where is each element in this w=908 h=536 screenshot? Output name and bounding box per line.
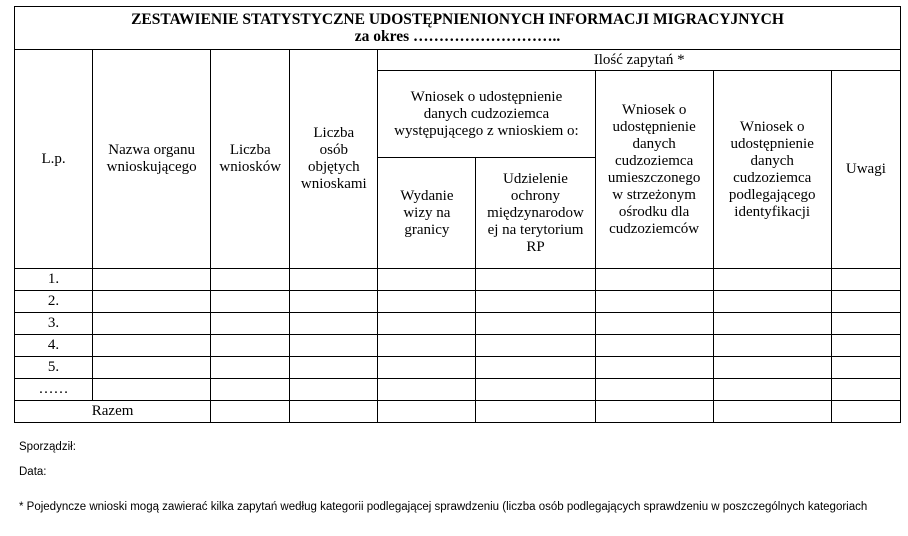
header-ilosc-zapytan: Ilość zapytań *: [378, 50, 901, 71]
footnote: * Pojedyncze wnioski mogą zawierać kilka zapytań według kategorii podlegającej sprawdzeniu (liczba osób podlegających sprawdzeniu w poszczególnych kategoriach: [19, 501, 868, 513]
cell: [290, 335, 378, 357]
cell: [93, 357, 211, 379]
cell: [595, 269, 713, 291]
cell: [290, 291, 378, 313]
cell: [831, 269, 900, 291]
cell: [595, 335, 713, 357]
cell: [290, 379, 378, 401]
cell: [476, 269, 595, 291]
row-number: 1.: [15, 269, 93, 291]
header-lp: L.p.: [15, 50, 93, 269]
cell: [595, 379, 713, 401]
cell: [595, 313, 713, 335]
cell: [713, 401, 831, 423]
cell: [713, 335, 831, 357]
cell: [378, 379, 476, 401]
table-row: [15, 335, 901, 357]
header-liczba-wnioskow: Liczba wniosków: [211, 50, 290, 269]
cell: [476, 313, 595, 335]
header-wniosek-osrodek: Wniosek o udostępnienie danych cudzoziemca umieszczonego w strzeżonym ośrodku dla cudzoziemców: [595, 71, 713, 269]
cell: [290, 401, 378, 423]
cell: [595, 291, 713, 313]
cell: [211, 269, 290, 291]
cell: [831, 291, 900, 313]
table-row: [15, 379, 901, 401]
cell: [476, 357, 595, 379]
header-wniosek-wystepujacego: Wniosek o udostępnienie danych cudzoziemca występującego z wnioskiem o:: [378, 71, 595, 158]
cell: [378, 357, 476, 379]
table-row: [15, 357, 901, 379]
table-row: [15, 269, 901, 291]
header-liczba-osob: Liczba osób objętych wnioskami: [290, 50, 378, 269]
cell: [378, 291, 476, 313]
cell: [93, 269, 211, 291]
header-wydanie-wizy: Wydanie wizy na granicy: [378, 158, 476, 269]
header-udzielenie-ochrony: Udzielenie ochrony międzynarodow ej na terytorium RP: [476, 158, 595, 269]
cell: [713, 379, 831, 401]
cell: [378, 313, 476, 335]
cell: [831, 401, 900, 423]
row-number: ……: [15, 379, 93, 401]
header-uwagi: Uwagi: [831, 71, 900, 269]
cell: [93, 335, 211, 357]
total-label: Razem: [15, 401, 211, 423]
statistics-table: [14, 6, 901, 423]
cell: [290, 269, 378, 291]
cell: [831, 379, 900, 401]
table-row: [15, 291, 901, 313]
cell: [831, 313, 900, 335]
cell: [93, 313, 211, 335]
cell: [476, 401, 595, 423]
table-row: [15, 313, 901, 335]
total-row: [15, 401, 901, 423]
cell: [476, 379, 595, 401]
cell: [713, 291, 831, 313]
row-number: 2.: [15, 291, 93, 313]
date-label: Data:: [19, 466, 47, 478]
cell: [211, 401, 290, 423]
row-number: 5.: [15, 357, 93, 379]
cell: [713, 313, 831, 335]
cell: [290, 357, 378, 379]
cell: [378, 269, 476, 291]
table-title: [15, 7, 901, 50]
cell: [211, 313, 290, 335]
cell: [290, 313, 378, 335]
header-organ: Nazwa organu wnioskującego: [93, 50, 211, 269]
title-line-1: ZESTAWIENIE STATYSTYCZNE UDOSTĘPNIENIONYCH INFORMACJI MIGRACYJNYCH: [131, 11, 784, 28]
prepared-by-label: Sporządził:: [19, 441, 76, 453]
cell: [378, 335, 476, 357]
cell: [378, 401, 476, 423]
cell: [831, 357, 900, 379]
cell: [211, 357, 290, 379]
cell: [211, 335, 290, 357]
cell: [476, 335, 595, 357]
title-line-2: za okres ………………………..: [354, 28, 561, 45]
cell: [93, 291, 211, 313]
cell: [713, 357, 831, 379]
cell: [476, 291, 595, 313]
cell: [831, 335, 900, 357]
cell: [713, 269, 831, 291]
cell: [211, 291, 290, 313]
row-number: 4.: [15, 335, 93, 357]
cell: [595, 357, 713, 379]
row-number: 3.: [15, 313, 93, 335]
cell: [211, 379, 290, 401]
header-wniosek-identyfikacji: Wniosek o udostępnienie danych cudzoziemca podlegającego identyfikacji: [713, 71, 831, 269]
cell: [595, 401, 713, 423]
cell: [93, 379, 211, 401]
